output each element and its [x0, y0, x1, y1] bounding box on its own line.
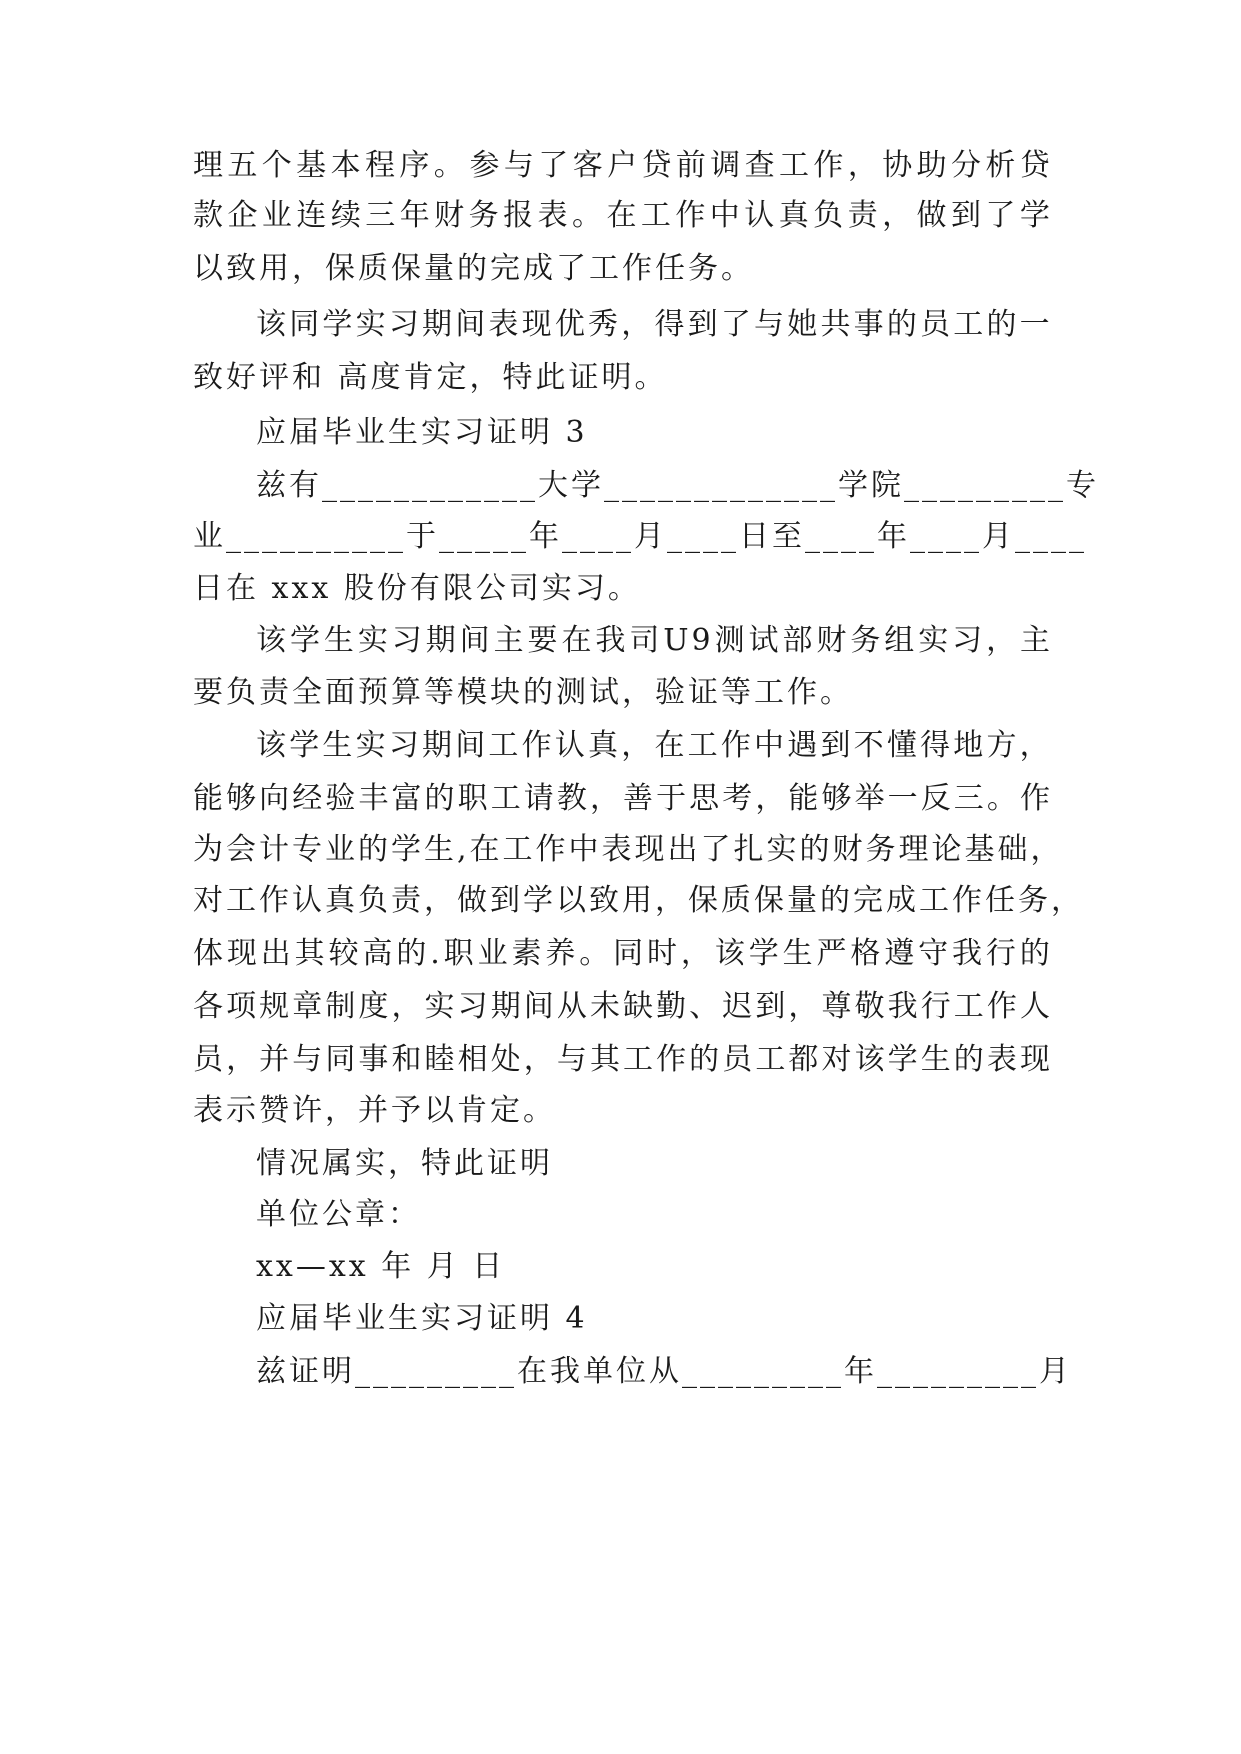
text-line	[0, 1082, 1241, 1140]
text-line	[0, 296, 1241, 354]
text-line	[0, 978, 1241, 1036]
text-line	[0, 1031, 1241, 1089]
line-text: xx—xx 年 月 日	[256, 1249, 506, 1284]
line-text: 表示赞许，并予以肯定。	[193, 1093, 556, 1128]
text-line	[0, 349, 1241, 407]
text-line	[0, 1238, 1241, 1296]
line-text: 应届毕业生实习证明 4	[256, 1301, 588, 1336]
line-text: 日在 xxx 股份有限公司实习。	[193, 571, 641, 606]
text-line	[0, 457, 1241, 515]
text-line	[0, 1135, 1241, 1193]
text-line	[0, 508, 1241, 566]
line-text: 兹 有 ____________ 大 学 _____________ 学 院 _________ 专	[256, 468, 1099, 503]
line-text: 款 企 业 连 续 三 年 财 务 报 表 。 在 工 作 中 认 真 负 责 ， 做 到 了 学	[193, 198, 1053, 233]
line-text: 为 会 计 专 业 的 学 生 , 在 工 作 中 表 现 出 了 扎 实 的 财 务 理 论 基 础 ，	[193, 832, 1064, 867]
line-text: 该 学 生 实 习 期 间 主 要 在 我 司 U9 测 试 部 财 务 组 实 习 ， 主	[256, 623, 1053, 658]
line-text: 该 学 生 实 习 期 间 工 作 认 真 ， 在 工 作 中 遇 到 不 懂 得 地 方 ，	[256, 728, 1053, 763]
text-line	[0, 717, 1241, 775]
line-text: 能 够 向 经 验 丰 富 的 职 工 请 教 ， 善 于 思 考 ， 能 够 举 一 反 三 。 作	[193, 781, 1053, 816]
text-line	[0, 187, 1241, 245]
line-text: 单位公章：	[256, 1197, 421, 1232]
line-text: 员 ， 并 与 同 事 和 睦 相 处 ， 与 其 工 作 的 员 工 都 对 该 学 生 的 表 现	[193, 1042, 1053, 1077]
text-line	[0, 770, 1241, 828]
text-line	[0, 664, 1241, 722]
line-text: 致好评和 高度肯定，特此证明。	[193, 360, 668, 395]
text-line	[0, 1343, 1241, 1401]
text-line	[0, 1290, 1241, 1348]
text-line	[0, 821, 1241, 879]
line-text: 对 工 作 认 真 负 责 ， 做 到 学 以 致 用 ， 保 质 保 量 的 完 成 工 作 任 务 ，	[193, 883, 1084, 918]
line-text: 理 五 个 基 本 程 序 。 参 与 了 客 户 贷 前 调 查 工 作 ， 协 助 分 析 贷	[193, 148, 1053, 183]
text-line	[0, 925, 1241, 983]
line-text: 兹 证 明 _________ 在 我 单 位 从 _________ 年 _________ 月	[256, 1354, 1072, 1389]
line-text: 应届毕业生实习证明 3	[256, 415, 588, 450]
line-text: 以致用，保质保量的完成了工作任务。	[193, 251, 754, 286]
line-text: 各 项 规 章 制 度 ， 实 习 期 间 从 未 缺 勤 、 迟 到 ， 尊 敬 我 行 工 作 人	[193, 989, 1053, 1024]
text-line	[0, 872, 1241, 930]
text-line	[0, 404, 1241, 462]
text-line	[0, 560, 1241, 618]
line-text: 体 现 出 其 较 高 的 . 职 业 素 养 。 同 时 ， 该 学 生 严 格 遵 守 我 行 的	[193, 936, 1053, 971]
line-text: 业 __________ 于 _____ 年 ____ 月 ____ 日 至 ____ 年 ____ 月 ____	[193, 519, 1087, 554]
text-line	[0, 1186, 1241, 1244]
text-line	[0, 240, 1241, 298]
line-text: 情况属实，特此证明	[256, 1146, 553, 1181]
text-line	[0, 612, 1241, 670]
line-text: 要负责全面预算等模块的测试，验证等工作。	[193, 675, 853, 710]
line-text: 该 同 学 实 习 期 间 表 现 优 秀 ， 得 到 了 与 她 共 事 的 员 工 的 一	[256, 307, 1053, 342]
